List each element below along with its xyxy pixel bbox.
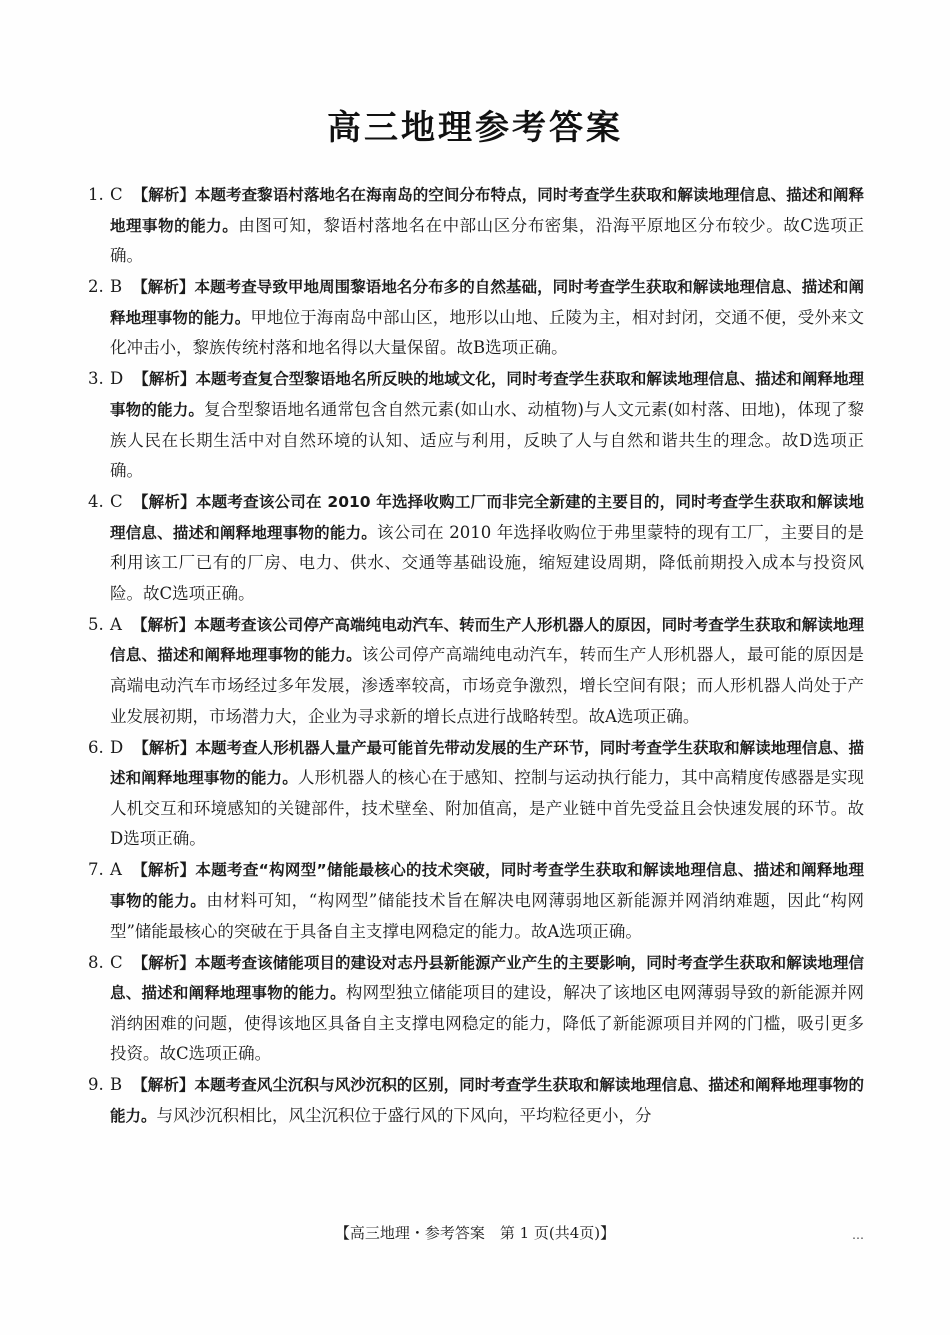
corner-mark: … (852, 1228, 864, 1242)
answer-letter: C (110, 952, 123, 972)
analysis-body: 构网型独立储能项目的建设，解决了该地区电网薄弱导致的新能源并网消纳困难的问题，使得该地区具备自主支撑电网稳定的能力，降低了新能源项目并网的门槛，吸引更多投资。故C选项正确。 (110, 983, 865, 1064)
answer-item-9 (88, 1070, 864, 1131)
analysis-lead: 【解析】本题考查风尘沉积与风沙沉积的区别，同时考查学生获取和解读地理信息、描述和阐释地理事物的能力。 (110, 1076, 864, 1125)
item-number: 8. (88, 952, 104, 972)
answer-item-3 (88, 364, 864, 486)
item-number: 3. (88, 369, 104, 389)
analysis-lead: 【解析】本题考查该储能项目的建设对志丹县新能源产业产生的主要影响，同时考查学生获取和解读地理信息、描述和阐释地理事物的能力。 (110, 953, 864, 1003)
item-number: 9. (88, 1075, 104, 1095)
page-title: 高三地理参考答案 (327, 108, 623, 148)
answer-item-7 (88, 855, 864, 947)
analysis-body: 该公司在 2010 年选择收购位于弗里蒙特的现有工厂，主要目的是利用该工厂已有的厂房、电力、供水、交通等基础设施，缩短建设周期，降低前期投入成本与投资风险。故C选项正确。 (110, 522, 864, 603)
answer-item-5 (88, 610, 864, 732)
page-footer: 【高三地理・参考答案 第 1 页(共4页)】 (334, 1224, 616, 1242)
analysis-body: 甲地位于海南岛中部山区，地形以山地、丘陵为主，相对封闭，交通不便，受外来文化冲击小，黎族传统村落和地名得以大量保留。故B选项正确。 (110, 307, 865, 358)
analysis-body: 人形机器人的核心在于感知、控制与运动执行能力，其中高精度传感器是实现人机交互和环境感知的关键部件，技术壁垒、附加值高，是产业链中首先受益且会快速发展的环节。故D选项正确。 (110, 768, 864, 849)
answer-list (88, 180, 864, 1132)
answer-item-6 (88, 733, 864, 855)
answer-letter: D (110, 737, 124, 757)
item-number: 5. (88, 614, 104, 634)
answer-item-4 (88, 487, 864, 609)
answer-item-2 (88, 272, 864, 364)
item-number: 1. (88, 185, 104, 204)
item-number: 4. (88, 492, 104, 512)
answer-letter: B (110, 277, 123, 297)
analysis-lead: 【解析】本题考查该公司停产高端纯电动汽车、转而生产人形机器人的原因，同时考查学生获取和解读地理信息、描述和阐释地理事物的能力。 (110, 615, 864, 665)
answer-letter: B (110, 1075, 123, 1095)
analysis-lead: 【解析】本题考查“构网型”储能最核心的技术突破，同时考查学生获取和解读地理信息、描述和阐释地理事物的能力。 (110, 861, 864, 910)
analysis-lead: 【解析】本题考查复合型黎语地名所反映的地域文化，同时考查学生获取和解读地理信息、描述和阐释地理事物的能力。 (110, 370, 864, 419)
analysis-lead: 【解析】本题考查该公司在 2010 年选择收购工厂而非完全新建的主要目的，同时考查学生获取和解读地理信息、描述和阐释地理事物的能力。 (110, 493, 864, 542)
analysis-lead: 【解析】本题考查黎语村落地名在海南岛的空间分布特点，同时考查学生获取和解读地理信息、描述和阐释地理事物的能力。 (110, 186, 864, 235)
analysis-body: 由图可知，黎语村落地名在中部山区分布密集，沿海平原地区分布较少。故C选项正确。 (110, 215, 864, 266)
item-number: 6. (88, 737, 104, 757)
analysis-body: 由材料可知，“构网型”储能技术旨在解决电网薄弱地区新能源并网消纳难题，因此“构网型”储能最核心的突破在于具备自主支撑电网稳定的能力。故A选项正确。 (110, 891, 864, 941)
answer-letter: D (110, 369, 124, 389)
item-number: 7. (88, 860, 104, 880)
answer-letter: C (110, 185, 123, 204)
answer-letter: A (110, 614, 122, 634)
answer-letter: A (110, 860, 122, 880)
answer-item-8 (88, 948, 864, 1070)
answer-letter: C (110, 492, 123, 512)
analysis-lead: 【解析】本题考查导致甲地周围黎语地名分布多的自然基础，同时考查学生获取和解读地理信息、描述和阐释地理事物的能力。 (110, 278, 864, 327)
item-number: 2. (88, 277, 104, 297)
analysis-body: 与风沙沉积相比，风尘沉积位于盛行风的下风向，平均粒径更小，分 (156, 1105, 652, 1125)
analysis-body: 该公司停产高端纯电动汽车，转而生产人形机器人，最可能的原因是高端电动汽车市场经过多年发展，渗透率较高，市场竞争激烈，增长空间有限；而人形机器人尚处于产业发展初期，市场潜力大，企业为寻求新的增长点进行战略转型。故A选项正确。 (110, 645, 865, 726)
answer-item-1 (88, 180, 864, 272)
analysis-body: 复合型黎语地名通常包含自然元素(如山水、动植物)与人文元素(如村落、田地)，体现了黎族人民在长期生活中对自然环境的认知、适应与利用，反映了人与自然和谐共生的理念。故D选项正确。 (110, 399, 864, 481)
analysis-lead: 【解析】本题考查人形机器人量产最可能首先带动发展的生产环节，同时考查学生获取和解读地理信息、描述和阐释地理事物的能力。 (110, 738, 864, 788)
